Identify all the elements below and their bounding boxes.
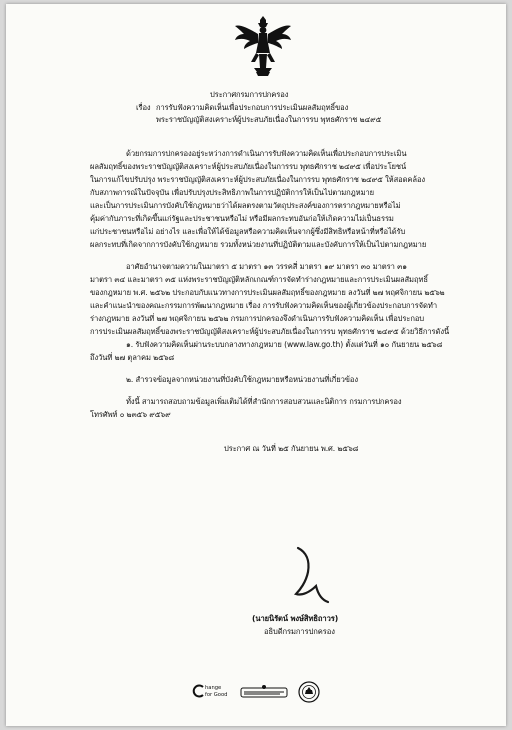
para1-line: และเป็นการประเมินการบังคับใช้กฎหมายว่าได้ผลตรงตามวัตถุประสงค์ของการตรากฎหมายหรือไม่ bbox=[90, 201, 401, 210]
issuer-title: ประกาศกรมการปกครอง bbox=[210, 90, 289, 99]
signer-title: อธิบดีกรมการปกครอง bbox=[264, 627, 335, 636]
para2-line: ของกฎหมาย พ.ศ. ๒๕๖๒ ประกอบกับแนวทางการประเมินผลสัมฤทธิ์ของกฎหมาย ลงวันที่ ๒๗ พฤศจิกายน ๒๕๖๒ bbox=[90, 288, 445, 297]
change-for-good-logo bbox=[192, 682, 232, 700]
para2-line: การประเมินผลสัมฤทธิ์ของพระราชบัญญัติสงเคราะห์ผู้ประสบภัยเนื่องในการรบ พุทธศักราช ๒๔๙๕ ด้วยวิธีการดังนี้ bbox=[90, 327, 450, 336]
para1-line: ผลกระทบที่เกิดจากการบังคับใช้กฎหมาย รวมทั้งหน่วยงานที่ปฏิบัติตามและบังคับการให้เป็นไปตามกฎหมาย bbox=[90, 240, 427, 249]
para2-line: และคำแนะนำของคณะกรรมการพัฒนากฎหมาย เรื่อง การรับฟังความคิดเห็นของผู้เกี่ยวข้องประกอบการจัดทำ bbox=[90, 301, 438, 310]
announce-date: ประกาศ ณ วันที่ ๒๕ กันยายน พ.ศ. ๒๕๖๘ bbox=[224, 444, 359, 453]
signer-name: (นายนิรัตน์ พงษ์สิทธิถาวร) bbox=[252, 614, 339, 623]
subject-line-2: พระราชบัญญัติสงเคราะห์ผู้ประสบภัยเนื่องในการรบ พุทธศักราช ๒๔๙๕ bbox=[156, 115, 382, 124]
subject-line-1: การรับฟังความคิดเห็นเพื่อประกอบการประเมินผลสัมฤทธิ์ของ bbox=[156, 103, 349, 112]
garuda-emblem-icon bbox=[232, 14, 294, 78]
contact-phone: โทรศัพท์ ๐ ๒๓๕๖ ๙๕๖๙ bbox=[90, 410, 171, 419]
method-item-1-continued: ถึงวันที่ ๒๗ ตุลาคม ๒๕๖๘ bbox=[90, 353, 175, 362]
para1-line: คุ้มค่ากับภาระที่เกิดขึ้นแก่รัฐและประชาชนหรือไม่ หรือมีผลกระทบอันก่อให้เกิดความไม่เป็นธรรม bbox=[90, 214, 394, 223]
para1-line: ผลสัมฤทธิ์ของพระราชบัญญัติสงเคราะห์ผู้ประสบภัยเนื่องในการรบ พุทธศักราช ๒๔๙๕ เพื่อประโยชน์ bbox=[90, 162, 407, 171]
logo-text-line-2: for Good bbox=[205, 692, 228, 698]
method-item-2: ๒. สำรวจข้อมูลจากหน่วยงานที่บังคับใช้กฎหมายหรือหน่วยงานที่เกี่ยวข้อง bbox=[126, 375, 358, 384]
para2-line: มาตรา ๓๔ และมาตรา ๓๕ แห่งพระราชบัญญัติหลักเกณฑ์การจัดทำร่างกฎหมายและการประเมินผลสัมฤทธิ์ bbox=[90, 275, 428, 284]
method-item-1: ๑. รับฟังความคิดเห็นผ่านระบบกลางทางกฎหมาย (www.law.go.th) ตั้งแต่วันที่ ๑๐ กันยายน ๒๕๖๘ bbox=[126, 340, 443, 349]
document-page bbox=[6, 4, 506, 726]
contact-line: ทั้งนี้ สามารถสอบถามข้อมูลเพิ่มเติมได้ที่สำนักการสอบสวนและนิติการ กรมการปกครอง bbox=[126, 397, 402, 406]
department-seal-icon bbox=[298, 681, 320, 703]
subject-label: เรื่อง bbox=[136, 103, 151, 112]
change-logo-c-icon bbox=[192, 684, 206, 698]
para2-line: ร่างกฎหมาย ลงวันที่ ๒๗ พฤศจิกายน ๒๕๖๒ กรมการปกครองจึงดำเนินการรับฟังความคิดเห็น เพื่อประกอบ bbox=[90, 314, 425, 323]
logo-text-line-1: hange bbox=[205, 685, 222, 691]
para1-line: ด้วยกรมการปกครองอยู่ระหว่างการดำเนินการรับฟังความคิดเห็นเพื่อประกอบการประเมิน bbox=[126, 149, 407, 158]
para1-line: ในการแก้ไขปรับปรุง พระราชบัญญัติสงเคราะห์ผู้ประสบภัยเนื่องในการรบ พุทธศักราช ๒๔๙๕ ให้สอดคล้อง bbox=[90, 175, 426, 184]
para1-line: กับสภาพการณ์ในปัจจุบัน เพื่อปรับปรุงประสิทธิภาพในการปฏิบัติการให้เป็นไปตามกฎหมาย bbox=[90, 188, 375, 197]
signature-mark bbox=[288, 542, 334, 606]
ministry-logo bbox=[240, 684, 288, 700]
para1-line: แก่ประชาชนหรือไม่ อย่างไร และเพื่อให้ได้ข้อมูลหรือความคิดเห็นจากผู้ซึ่งมีสิทธิหรือหน้าที่หรือได้รับ bbox=[90, 227, 406, 236]
para2-line: อาศัยอำนาจตามความในมาตรา ๕ มาตรา ๑๓ วรรคสี่ มาตรา ๑๙ มาตรา ๓๐ มาตรา ๓๑ bbox=[126, 262, 407, 271]
